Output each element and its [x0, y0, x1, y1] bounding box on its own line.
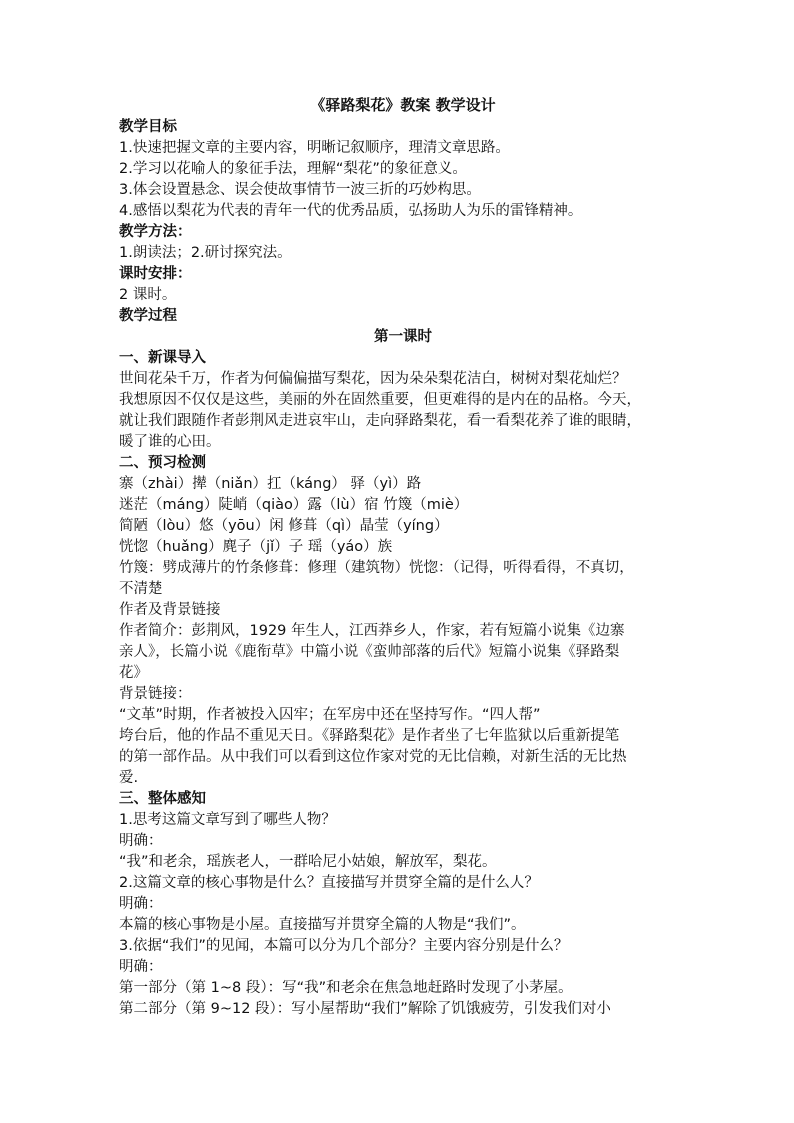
schedule-heading: 课时安排：: [119, 266, 192, 282]
intro-line: 我想原因不仅仅是这些，美丽的外在固然重要，但更难得的是内在的品格。今天，: [119, 392, 641, 408]
overview-line: 明确：: [119, 833, 163, 849]
author-line: 作者简介：彭荆风，1929 年生人，江西莽乡人，作家，若有短篇小说集《边寨: [119, 623, 625, 639]
section-heading-overview: 三、整体感知: [119, 791, 206, 807]
pinyin-line: 寨（zhài）撵（niǎn）扛（káng） 驿（yì）路: [119, 476, 422, 492]
overview-line: 第一部分（第 1~8 段）：写“我”和老余在焦急地赶路时发现了小茅屋。: [119, 980, 573, 996]
pinyin-line: 迷茫（máng）陡峭（qiào）露（lù）宿 竹篾（miè）: [119, 497, 469, 513]
lesson-title: 第一课时: [374, 329, 432, 345]
objective-item: 3.体会设置悬念、误会使故事情节一波三折的巧妙构思。: [119, 182, 481, 198]
background-line: 爱.: [119, 770, 139, 786]
author-line: 花》: [119, 665, 148, 681]
overview-line: 2.这篇文章的核心事物是什么？直接描写并贯穿全篇的是什么人？: [119, 875, 539, 891]
definition-line: 不清楚: [119, 581, 163, 597]
section-heading-preview: 二、预习检测: [119, 455, 206, 471]
author-line: 亲人》，长篇小说《鹿衔草》中篇小说《蛮帅部落的后代》短篇小说集《驿路梨: [119, 644, 620, 660]
author-heading: 作者及背景链接: [119, 602, 221, 618]
methods-heading: 教学方法：: [119, 224, 192, 240]
objective-item: 1.快速把握文章的主要内容，明晰记叙顺序，理清文章思路。: [119, 140, 510, 156]
section-heading-intro: 一、新课导入: [119, 350, 206, 366]
pinyin-line: 恍惚（huǎng）麂子（jǐ）子 瑶（yáo）族: [119, 539, 393, 555]
overview-line: 1.思考这篇文章写到了哪些人物？: [119, 812, 336, 828]
overview-line: 明确：: [119, 896, 163, 912]
intro-line: 暖了谁的心田。: [119, 434, 221, 450]
schedule-text: 2 课时。: [119, 287, 177, 303]
overview-line: “我”和老余，瑶族老人，一群哈尼小姑娘，解放军，梨花。: [119, 854, 497, 870]
document-body: [119, 94, 687, 1020]
definition-line: 竹篾：劈成薄片的竹条修葺：修理（建筑物）恍惚：（记得，听得看得，不真切，: [119, 560, 634, 576]
document-title: 《驿路梨花》教案 教学设计: [310, 96, 496, 114]
background-line: 垮台后，他的作品不重见天日。《驿路梨花》是作者坐了七年监狱以后重新提笔: [119, 728, 620, 744]
background-line: 的第一部作品。从中我们可以看到这位作家对党的无比信赖，对新生活的无比热: [119, 749, 627, 765]
intro-line: 世间花朵千万，作者为何偏偏描写梨花，因为朵朵梨花洁白，树树对梨花灿烂？: [119, 371, 627, 387]
background-label: 背景链接：: [119, 686, 192, 702]
objective-item: 2.学习以花喻人的象征手法，理解“梨花”的象征意义。: [119, 161, 467, 177]
overview-line: 明确：: [119, 959, 163, 975]
objectives-heading: 教学目标: [119, 119, 177, 135]
overview-line: 本篇的核心事物是小屋。直接描写并贯穿全篇的人物是“我们”。: [119, 917, 526, 933]
pinyin-line: 简陋（lòu）悠（yōu）闲 修葺（qì）晶莹（yíng）: [119, 518, 449, 534]
overview-line: 第二部分（第 9~12 段）：写小屋帮助“我们”解除了饥饿疲劳，引发我们对小: [119, 1001, 611, 1017]
intro-line: 就让我们跟随作者彭荆风走进哀牢山，走向驿路梨花，看一看梨花养了谁的眼睛，: [119, 413, 641, 429]
process-heading: 教学过程: [119, 308, 177, 324]
background-line: “文革”时期，作者被投入囚牢；在军房中还在坚持写作。“四人帮”: [119, 707, 541, 723]
objective-item: 4.感悟以梨花为代表的青年一代的优秀品质，弘扬助人为乐的雷锋精神。: [119, 203, 583, 219]
overview-line: 3.依据“我们”的见闻，本篇可以分为几个部分？主要内容分别是什么？: [119, 938, 569, 954]
methods-text: 1.朗读法；2.研讨探究法。: [119, 245, 292, 261]
